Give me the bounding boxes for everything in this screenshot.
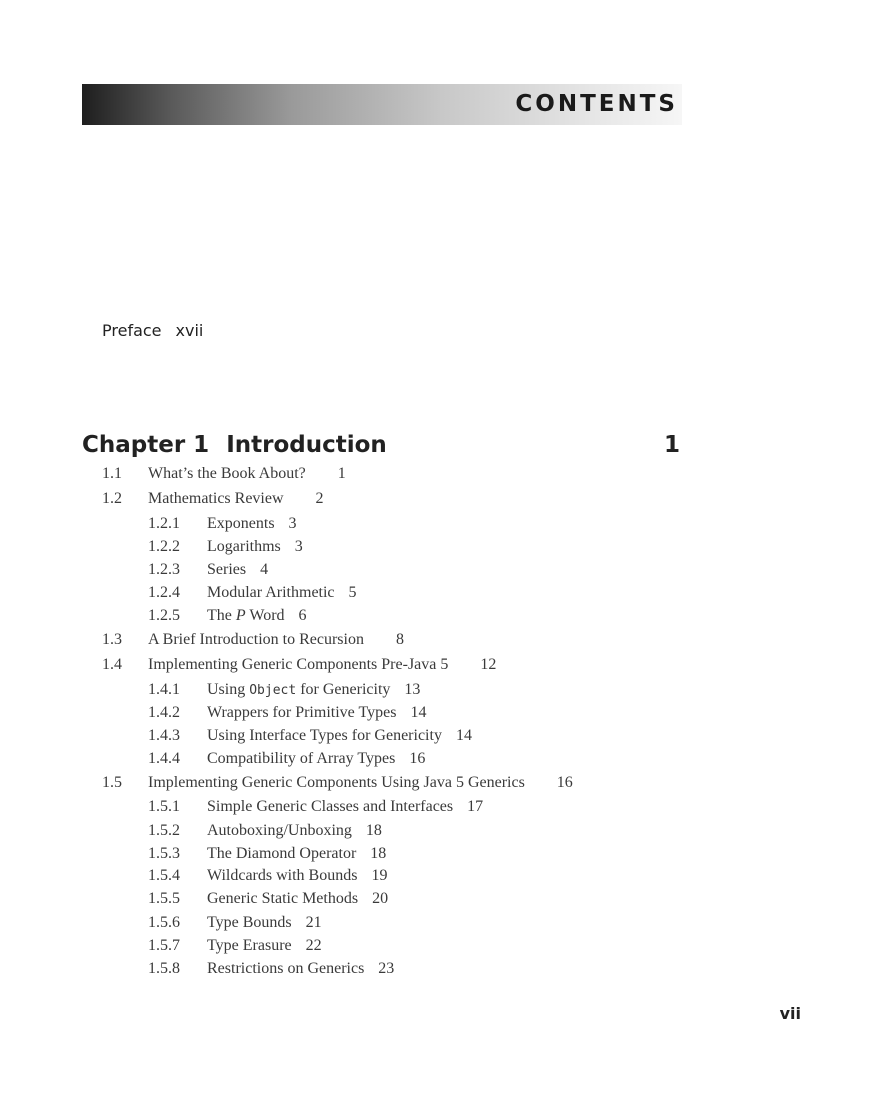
toc-title-pre: Using [207,681,250,698]
toc-title-pre: The [207,607,236,624]
chapter-number: Chapter 1 [82,432,210,458]
toc-title [207,537,303,557]
toc-page: 1 [337,465,346,482]
toc-title-text: Wrappers for Primitive Types [207,704,397,721]
toc-number: 1.5.1 [148,798,180,815]
toc-title [207,560,268,580]
toc-page: 14 [410,704,427,721]
toc-title-text: Compatibility of Array Types [207,750,396,767]
toc-number: 1.5.2 [148,822,180,839]
toc-page: 8 [395,631,404,648]
page-title: CONTENTS [515,91,678,117]
toc-title [207,936,322,956]
toc-title-code: Object [249,683,297,698]
toc-number: 1.5.4 [148,867,180,884]
toc-number: 1.1 [102,465,122,482]
toc-title [207,514,297,534]
toc-title [207,889,388,909]
toc-page: 14 [455,727,472,744]
toc-title [207,726,472,746]
toc-title [207,583,357,603]
toc-title-text: Implementing Generic Components Using Java 5 Generics [148,774,525,791]
page-number: vii [779,1004,801,1023]
toc-page: 13 [404,681,421,698]
toc-number: 1.4 [102,656,122,673]
toc-number: 1.4.3 [148,727,180,744]
toc-number: 1.2.2 [148,538,180,555]
toc-page: 18 [365,822,382,839]
toc-page: 2 [315,490,324,507]
preface-entry[interactable] [102,320,203,342]
toc-title-text: What’s the Book About? [148,465,306,482]
toc-number: 1.4.2 [148,704,180,721]
toc-title [207,606,307,626]
toc-title-post: Word [245,607,285,624]
toc-page: 20 [372,890,389,907]
toc-page: 12 [480,656,497,673]
toc-number: 1.4.1 [148,681,180,698]
toc-title-text: Exponents [207,515,275,532]
toc-page: 3 [288,515,297,532]
chapter-heading[interactable] [82,430,680,460]
toc-title-text: Using Interface Types for Genericity [207,727,442,744]
toc-title [207,913,322,933]
chapter-title: Introduction [226,432,387,458]
toc-number: 1.5 [102,774,122,791]
toc-title [207,797,483,817]
toc-number: 1.2 [102,490,122,507]
toc-title-text: Implementing Generic Components Pre-Java 5 [148,656,449,673]
toc-page: 6 [298,607,307,624]
toc-number: 1.5.8 [148,960,180,977]
toc-title [207,844,386,864]
toc-page: 18 [370,845,387,862]
toc-title-post: for Genericity [296,681,391,698]
toc-number: 1.2.3 [148,561,180,578]
toc-title-text: Mathematics Review [148,490,284,507]
toc-number: 1.5.7 [148,937,180,954]
toc-title [148,464,346,484]
toc-number: 1.2.4 [148,584,180,601]
toc-title-text: Type Bounds [207,914,292,931]
toc-number: 1.2.5 [148,607,180,624]
toc-title-text: Generic Static Methods [207,890,359,907]
toc-title [207,749,425,769]
toc-title-text: Type Erasure [207,937,292,954]
toc-title [148,489,324,509]
toc-title-text: Restrictions on Generics [207,960,365,977]
toc-title-text: Logarithms [207,538,281,555]
toc-page: 16 [556,774,573,791]
toc-title-text: Wildcards with Bounds [207,867,358,884]
toc-title [207,703,426,723]
toc-title-text: Autoboxing/Unboxing [207,822,352,839]
toc-title [148,655,496,675]
contents-banner [82,84,682,125]
toc-number: 1.2.1 [148,515,180,532]
toc-number: 1.5.6 [148,914,180,931]
toc-page: 19 [371,867,388,884]
toc-title-text: Simple Generic Classes and Interfaces [207,798,454,815]
toc-title [207,821,382,841]
toc-page: 16 [409,750,426,767]
chapter-page: 1 [663,432,680,458]
toc-title-text: Modular Arithmetic [207,584,335,601]
toc-title [207,866,387,886]
toc-title-text: A Brief Introduction to Recursion [148,631,364,648]
preface-page: xvii [175,321,204,340]
toc-number: 1.4.4 [148,750,180,767]
toc-page: 5 [348,584,357,601]
toc-title-text: Series [207,561,247,578]
toc-number: 1.3 [102,631,122,648]
toc-page: 23 [378,960,395,977]
toc-page: 3 [294,538,303,555]
toc-page: 4 [260,561,269,578]
toc-number: 1.5.5 [148,890,180,907]
toc-title [148,773,573,793]
toc-page: 22 [305,937,322,954]
toc-title [207,680,420,701]
preface-label: Preface [102,321,162,340]
toc-page: 17 [467,798,484,815]
toc-title-italic: P [235,607,246,624]
toc-number: 1.5.3 [148,845,180,862]
toc-title-text: The Diamond Operator [207,845,357,862]
toc-page: 21 [305,914,322,931]
toc-title [148,630,404,650]
toc-title [207,959,394,979]
